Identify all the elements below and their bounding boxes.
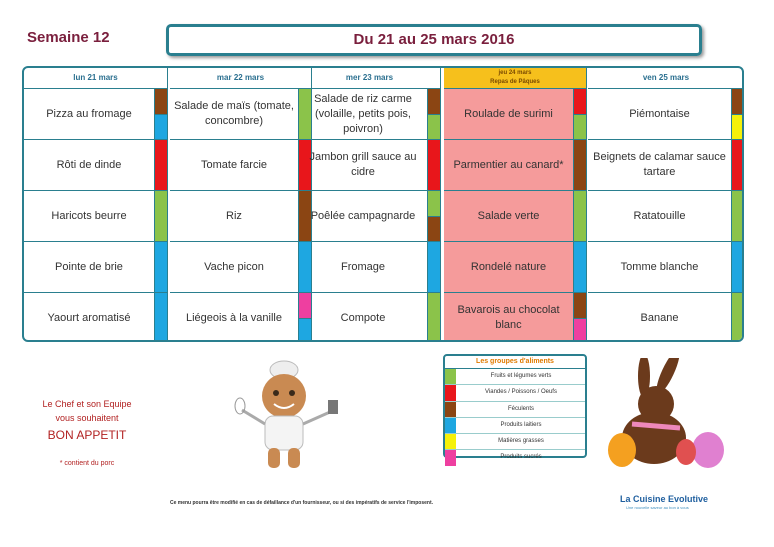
easter-bunny-illustration	[596, 358, 736, 473]
legend-label: Fruits et légumes verts	[490, 373, 552, 379]
food-group-marker	[428, 190, 441, 216]
day-header-label: jeu 24 mars	[498, 70, 532, 76]
menu-item: Pointe de brie	[24, 241, 155, 292]
food-group-marker	[155, 190, 168, 241]
food-group-marker	[574, 139, 587, 190]
legend-label: Produits laitiers	[500, 421, 542, 428]
menu-item: Rondelé nature	[444, 241, 574, 292]
menu-item: Rôti de dinde	[24, 139, 155, 190]
menu-item: Bavarois au chocolat blanc	[444, 292, 574, 342]
menu-item: Parmentier au canard*	[444, 139, 574, 190]
legend-swatch	[445, 402, 456, 417]
menu-item: Beignets de calamar sauce tartare	[588, 139, 732, 190]
week-label: Semaine 12	[27, 29, 110, 46]
food-groups-legend	[443, 354, 587, 461]
menu-item: Roulade de surimi	[444, 88, 574, 139]
food-group-marker	[428, 88, 441, 114]
legend-title: Les groupes d'aliments	[445, 356, 585, 369]
menu-item: Tomate farcie	[170, 139, 299, 190]
food-group-marker	[155, 241, 168, 292]
food-group-marker	[428, 139, 441, 190]
food-group-marker	[732, 114, 744, 140]
menu-item: Poêlée campagnarde	[299, 190, 428, 241]
legend-row	[445, 385, 585, 401]
legend-row	[445, 418, 585, 434]
food-group-marker	[428, 114, 441, 140]
food-group-marker	[428, 292, 441, 342]
food-group-marker	[574, 88, 587, 114]
food-group-marker	[155, 88, 168, 114]
menu-item: Tomme blanche	[588, 241, 732, 292]
day-header	[24, 68, 168, 88]
brand-logo: La Cuisine Evolutive	[620, 494, 709, 504]
menu-item: Fromage	[299, 241, 428, 292]
day-header-label: lun 21 mars	[73, 73, 118, 82]
pork-note: * contient du porc	[59, 460, 115, 467]
chef-greeting-line1: Le Chef et son Equipe	[42, 399, 132, 409]
day-header	[444, 68, 587, 88]
food-group-marker	[732, 241, 744, 292]
legend-label: Féculents	[507, 405, 534, 412]
menu-grid	[22, 66, 744, 342]
food-group-marker	[155, 292, 168, 342]
chef-illustration	[232, 360, 362, 475]
chef-greeting-line2: vous souhaitent	[55, 413, 119, 423]
legend-swatch	[445, 385, 456, 400]
day-header-label: ven 25 mars	[642, 73, 690, 82]
food-group-marker	[155, 139, 168, 190]
food-group-marker	[732, 292, 744, 342]
food-group-marker	[574, 318, 587, 343]
legend-label: Viandes / Poissons / Oeufs	[485, 389, 557, 396]
food-group-marker	[732, 190, 744, 241]
legend-swatch	[445, 369, 456, 384]
disclaimer: Ce menu pourra être modifié en cas de défaillance d'un fournisseur, ou si des impératifs de service l'imposent.	[170, 500, 434, 506]
menu-item: Yaourt aromatisé	[24, 292, 155, 342]
chef-greeting-line3: BON APPETIT	[47, 428, 127, 442]
brand-tagline: Une nouvelle saveur au bon à vous	[626, 505, 689, 510]
food-group-marker	[732, 139, 744, 190]
period-banner: Du 21 au 25 mars 2016	[166, 24, 702, 56]
day-header	[299, 68, 441, 88]
menu-item: Salade de riz carme (volaille, petits pois, poivron)	[299, 88, 428, 139]
legend-swatch	[445, 450, 456, 465]
food-group-marker	[574, 190, 587, 241]
menu-item: Pizza au fromage	[24, 88, 155, 139]
menu-item: Liégeois à la vanille	[170, 292, 299, 342]
day-header-label: mer 23 mars	[345, 73, 394, 82]
day-header-subtitle: Repas de Pâques	[490, 79, 540, 85]
legend-row	[445, 450, 585, 465]
menu-item: Haricots beurre	[24, 190, 155, 241]
menu-item: Compote	[299, 292, 428, 342]
food-group-marker	[574, 241, 587, 292]
day-header	[170, 68, 312, 88]
menu-item: Jambon grill sauce au cidre	[299, 139, 428, 190]
legend-label: Produits sucrés	[500, 454, 542, 461]
menu-item: Piémontaise	[588, 88, 732, 139]
food-group-marker	[428, 241, 441, 292]
food-group-marker	[428, 216, 441, 242]
food-group-marker	[574, 292, 587, 318]
food-group-marker	[732, 88, 744, 114]
menu-item: Riz	[170, 190, 299, 241]
food-group-marker	[574, 114, 587, 140]
day-header-label: mar 22 mars	[216, 73, 265, 82]
legend-swatch	[445, 434, 456, 449]
food-group-marker	[155, 114, 168, 140]
legend-row	[445, 402, 585, 418]
day-header	[588, 68, 744, 88]
legend-row	[445, 369, 585, 385]
legend-swatch	[445, 418, 456, 433]
legend-label: Matières grasses	[498, 438, 544, 445]
menu-item: Salade de maïs (tomate, concombre)	[170, 88, 299, 139]
menu-item: Vache picon	[170, 241, 299, 292]
menu-item: Salade verte	[444, 190, 574, 241]
menu-item: Ratatouille	[588, 190, 732, 241]
menu-item: Banane	[588, 292, 732, 342]
legend-row	[445, 434, 585, 450]
